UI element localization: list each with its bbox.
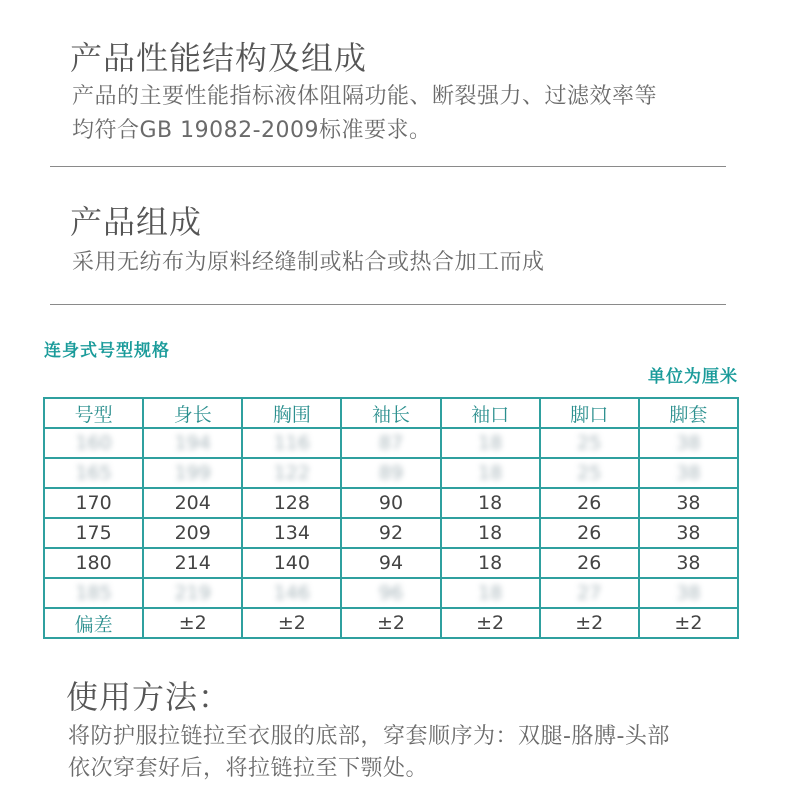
table-cell: 199 (143, 458, 242, 488)
usage-text-line2: 依次穿套好后，将拉链拉至下颚处。 (68, 756, 429, 781)
header-cell: 身长 (143, 398, 242, 428)
table-cell: 偏差 (44, 608, 143, 638)
table-cell: 18 (441, 428, 540, 458)
table-cell: ±2 (341, 608, 440, 638)
header-cell: 号型 (44, 398, 143, 428)
table-cell: ±2 (143, 608, 242, 638)
table-cell: 194 (143, 428, 242, 458)
table-cell: 128 (242, 488, 341, 518)
performance-text-line2: 均符合GB 19082-2009标准要求。 (72, 118, 432, 143)
performance-text-line1: 产品的主要性能指标液体阻隔功能、断裂强力、过滤效率等 (72, 84, 658, 109)
table-cell: 175 (44, 518, 143, 548)
table-cell: 214 (143, 548, 242, 578)
table-row (44, 518, 738, 548)
divider-1 (50, 166, 726, 167)
table-cell: 92 (341, 518, 440, 548)
table-cell: 180 (44, 548, 143, 578)
table-cell: 38 (639, 458, 738, 488)
table-cell: 134 (242, 518, 341, 548)
table-cell: 160 (44, 428, 143, 458)
table-row (44, 578, 738, 608)
header-cell: 袖长 (341, 398, 440, 428)
table-cell: 38 (639, 428, 738, 458)
usage-heading: 使用方法： (66, 678, 232, 716)
table-cell: 27 (540, 578, 639, 608)
table-cell: 18 (441, 518, 540, 548)
table-cell: 18 (441, 458, 540, 488)
table-cell: 38 (639, 518, 738, 548)
table-cell: 26 (540, 548, 639, 578)
table-row (44, 488, 738, 518)
table-cell: 96 (341, 578, 440, 608)
table-cell: 122 (242, 458, 341, 488)
table-cell: ±2 (441, 608, 540, 638)
table-cell: 25 (540, 458, 639, 488)
table-cell: 204 (143, 488, 242, 518)
table-cell: ±2 (242, 608, 341, 638)
table-cell: 146 (242, 578, 341, 608)
table-cell: 25 (540, 428, 639, 458)
table-cell: 26 (540, 488, 639, 518)
divider-2 (50, 304, 726, 305)
table-cell: 90 (341, 488, 440, 518)
header-cell: 袖口 (441, 398, 540, 428)
header-cell: 脚套 (639, 398, 738, 428)
table-cell: 185 (44, 578, 143, 608)
spec-unit: 单位为厘米 (648, 367, 738, 387)
table-cell: 38 (639, 548, 738, 578)
usage-text-line1: 将防护服拉链拉至衣服的底部，穿套顺序为：双腿-胳膊-头部 (68, 724, 670, 749)
table-cell: 94 (341, 548, 440, 578)
table-row (44, 428, 738, 458)
header-cell: 胸围 (242, 398, 341, 428)
table-cell: 38 (639, 488, 738, 518)
table-cell: 165 (44, 458, 143, 488)
performance-heading: 产品性能结构及组成 (70, 39, 368, 77)
table-row (44, 548, 738, 578)
table-cell: 89 (341, 458, 440, 488)
composition-heading: 产品组成 (70, 203, 203, 241)
table-header-row (44, 398, 738, 428)
table-cell: 18 (441, 488, 540, 518)
table-cell: 116 (242, 428, 341, 458)
size-spec-table (43, 397, 739, 639)
table-cell: 219 (143, 578, 242, 608)
table-cell: 140 (242, 548, 341, 578)
table-cell: 170 (44, 488, 143, 518)
table-cell: 18 (441, 548, 540, 578)
table-cell: 87 (341, 428, 440, 458)
composition-text: 采用无纺布为原料经缝制或粘合或热合加工而成 (72, 250, 545, 275)
table-cell: 209 (143, 518, 242, 548)
table-cell: 38 (639, 578, 738, 608)
spec-title: 连身式号型规格 (44, 341, 170, 361)
deviation-row (44, 608, 738, 638)
table-cell: 18 (441, 578, 540, 608)
table-cell: 26 (540, 518, 639, 548)
table-cell: ±2 (639, 608, 738, 638)
table-row (44, 458, 738, 488)
table-cell: ±2 (540, 608, 639, 638)
header-cell: 脚口 (540, 398, 639, 428)
